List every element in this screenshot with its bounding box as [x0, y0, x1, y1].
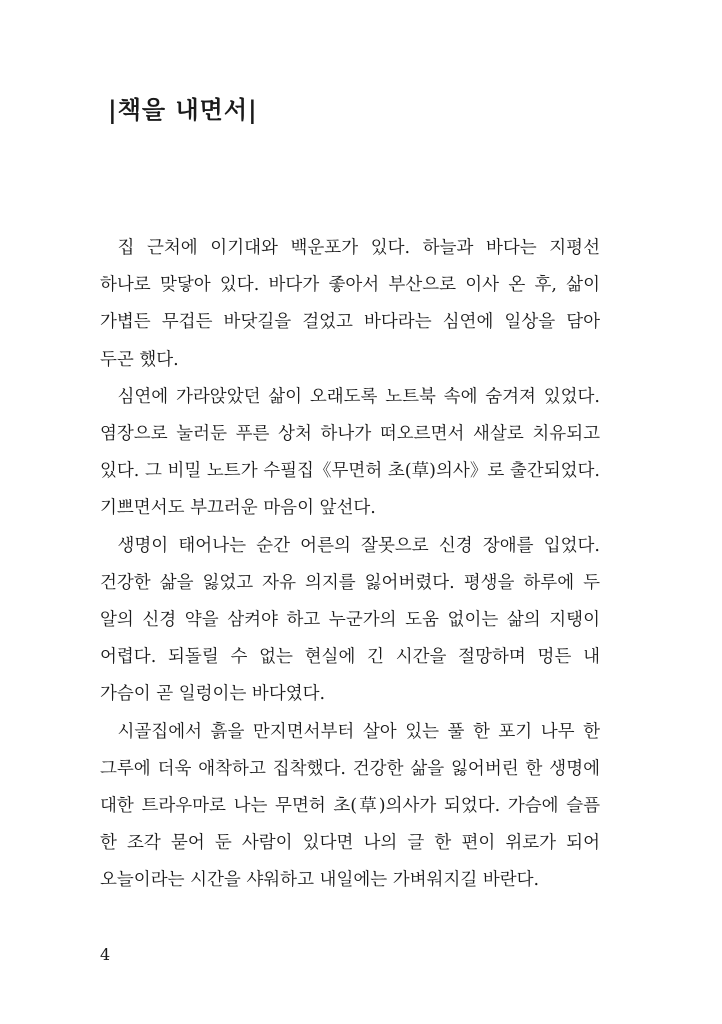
paragraph-2: 심연에 가라앉았던 삶이 오래도록 노트북 속에 숨겨져 있었다. 염장으로 눌러둔 푸른 상처 하나가 떠오르면서 새살로 치유되고 있다. 그 비밀 노트가 수필집《무면허 초(草)의사》로 출간되었다. 기쁘면서도 부끄러운 마음이 앞선다. — [100, 386, 600, 519]
paragraph-4: 시골집에서 흙을 만지면서부터 살아 있는 풀 한 포기 나무 한 그루에 더욱 애착하고 집착했다. 건강한 삶을 잃어버린 한 생명에 대한 트라우마로 나는 무면허 초(草)의사가 되었다. 가슴에 슬픔 한 조각 묻어 둔 사람이 있다면 나의 글 한 편이 위로가 되어 오늘이라는 시간을 샤워하고 내일에는 가벼워지길 바란다. — [100, 721, 600, 891]
paragraph-3: 생명이 태어나는 순간 어른의 잘못으로 신경 장애를 입었다. 건강한 삶을 잃었고 자유 의지를 잃어버렸다. 평생을 하루에 두 알의 신경 약을 삼켜야 하고 누군가의 도움 없이는 삶의 지탱이 어렵다. 되돌릴 수 없는 현실에 긴 시간을 절망하며 멍든 내 가슴이 곧 일렁이는 바다였다. — [100, 535, 600, 705]
page-title: |책을 내면서| — [108, 95, 258, 124]
preface-body — [100, 230, 600, 900]
page-number: 4 — [100, 945, 111, 964]
paragraph-1: 집 근처에 이기대와 백운포가 있다. 하늘과 바다는 지평선 하나로 맞닿아 있다. 바다가 좋아서 부산으로 이사 온 후, 삶이 가볍든 무겁든 바닷길을 걸었고 바다라는 심연에 일상을 담아 두곤 했다. — [100, 238, 600, 370]
